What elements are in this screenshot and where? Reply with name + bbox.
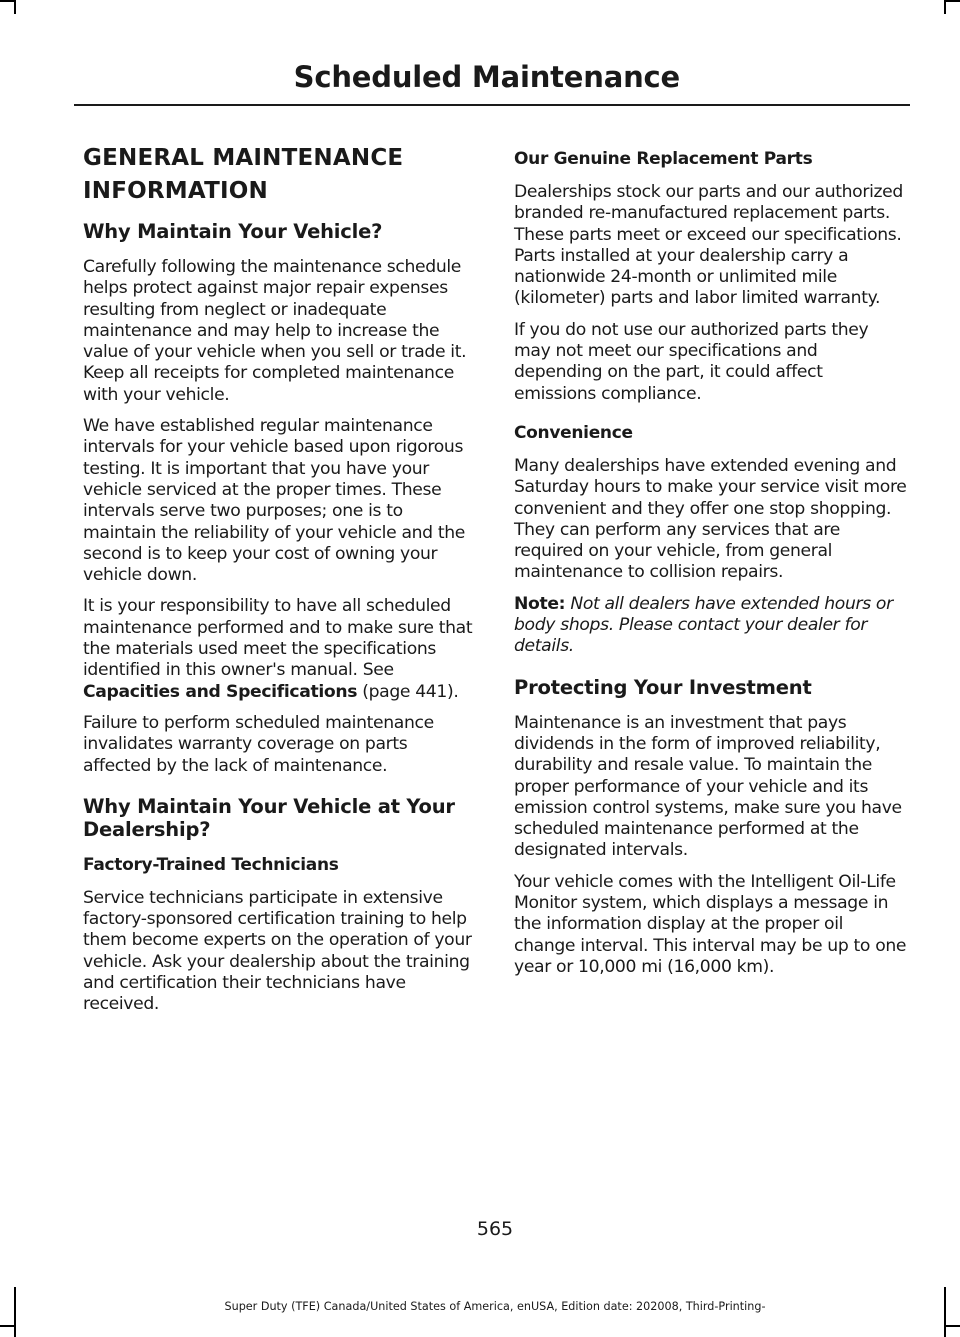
paragraph: Many dealerships have extended evening and Saturday hours to make your service visit more convenient and they offer one stop shopping. They can perform any services that are required on your vehicle, from general maintenance to collision repairs. [514,455,907,583]
genuine-parts-heading: Our Genuine Replacement Parts [514,149,813,169]
section-heading [83,142,477,208]
paragraph: Your vehicle comes with the Intelligent Oil-Life Monitor system, which displays a message in the information display at the proper oil change interval. This interval may be up to one year or 10,000 mi (16,000 km). [514,871,907,977]
page-number: 565 [476,1218,514,1240]
note-label: Note: [514,593,566,614]
paragraph: Service technicians participate in extensive factory-sponsored certification training to help them become experts on the operation of your vehicle. Ask your dealership about the training and certification their technicians have received. [83,887,472,1015]
note-text: Not all dealers have extended hours or body shops. Please contact your dealer for details. [514,593,893,657]
page-header-title: Scheduled Maintenance [293,60,680,94]
section-heading-line1: GENERAL MAINTENANCE [83,145,404,171]
crop-mark [946,0,960,2]
paragraph: Maintenance is an investment that pays dividends in the form of improved reliability, durability and resale value. To maintain the proper performance of your vehicle and its emission control systems, make sure you have scheduled maintenance performed at the designated intervals. [514,712,902,861]
right-column [514,142,908,988]
section-heading-line2: INFORMATION [83,178,268,204]
paragraph: Carefully following the maintenance schedule helps protect against major repair expenses resulting from neglect or inadequate maintenance and may help to increase the value of your vehicle when you sell or trade it. Keep all receipts for completed maintenance with your vehicle. [83,257,467,405]
capacities-link[interactable]: Capacities and Specifications [83,681,358,702]
paragraph: We have established regular maintenance intervals for your vehicle based upon rigorous testing. It is important that you have your vehicle serviced at the proper times. These intervals serve two purposes; one is to maintain the reliability of your vehicle and the second is to keep your cost of owning your vehicle down. [83,416,465,586]
convenience-heading: Convenience [514,422,633,443]
factory-trained-heading: Factory-Trained Technicians [83,854,339,875]
paragraph: Dealerships stock our parts and our authorized branded re-manufactured replacement parts. These parts meet or exceed our specifications. Parts installed at your dealership carry a nationwide 24-month or unlimited mile (kilometer) parts and labor limited warranty. [514,182,903,309]
crop-mark [14,0,16,14]
paragraph: If you do not use our authorized parts they may not meet our specifications and depending on the part, it could affect emissions compliance. [514,319,869,404]
header-divider [74,104,910,106]
crop-mark [944,0,946,14]
page-reference: (page 441). [357,681,459,702]
paragraph-text: It is your responsibility to have all scheduled maintenance performed and to make sure that the materials used meet the specifications identified in this owner's manual. See [83,596,473,681]
crop-mark [0,1325,14,1327]
paragraph: Failure to perform scheduled maintenance invalidates warranty coverage on parts affected by the lack of maintenance. [83,712,434,776]
dealership-heading: Why Maintain Your Vehicle at Your Dealership? [83,794,455,841]
left-column [83,142,477,1026]
footer-edition-info: Super Duty (TFE) Canada/United States of America, enUSA, Edition date: 202008, Third-Printing- [224,1300,766,1313]
protecting-investment-heading: Protecting Your Investment [514,675,812,699]
note-paragraph [514,594,908,658]
paragraph [83,596,477,702]
why-maintain-heading: Why Maintain Your Vehicle? [83,220,383,243]
crop-mark [946,1325,960,1327]
crop-mark [0,0,14,2]
